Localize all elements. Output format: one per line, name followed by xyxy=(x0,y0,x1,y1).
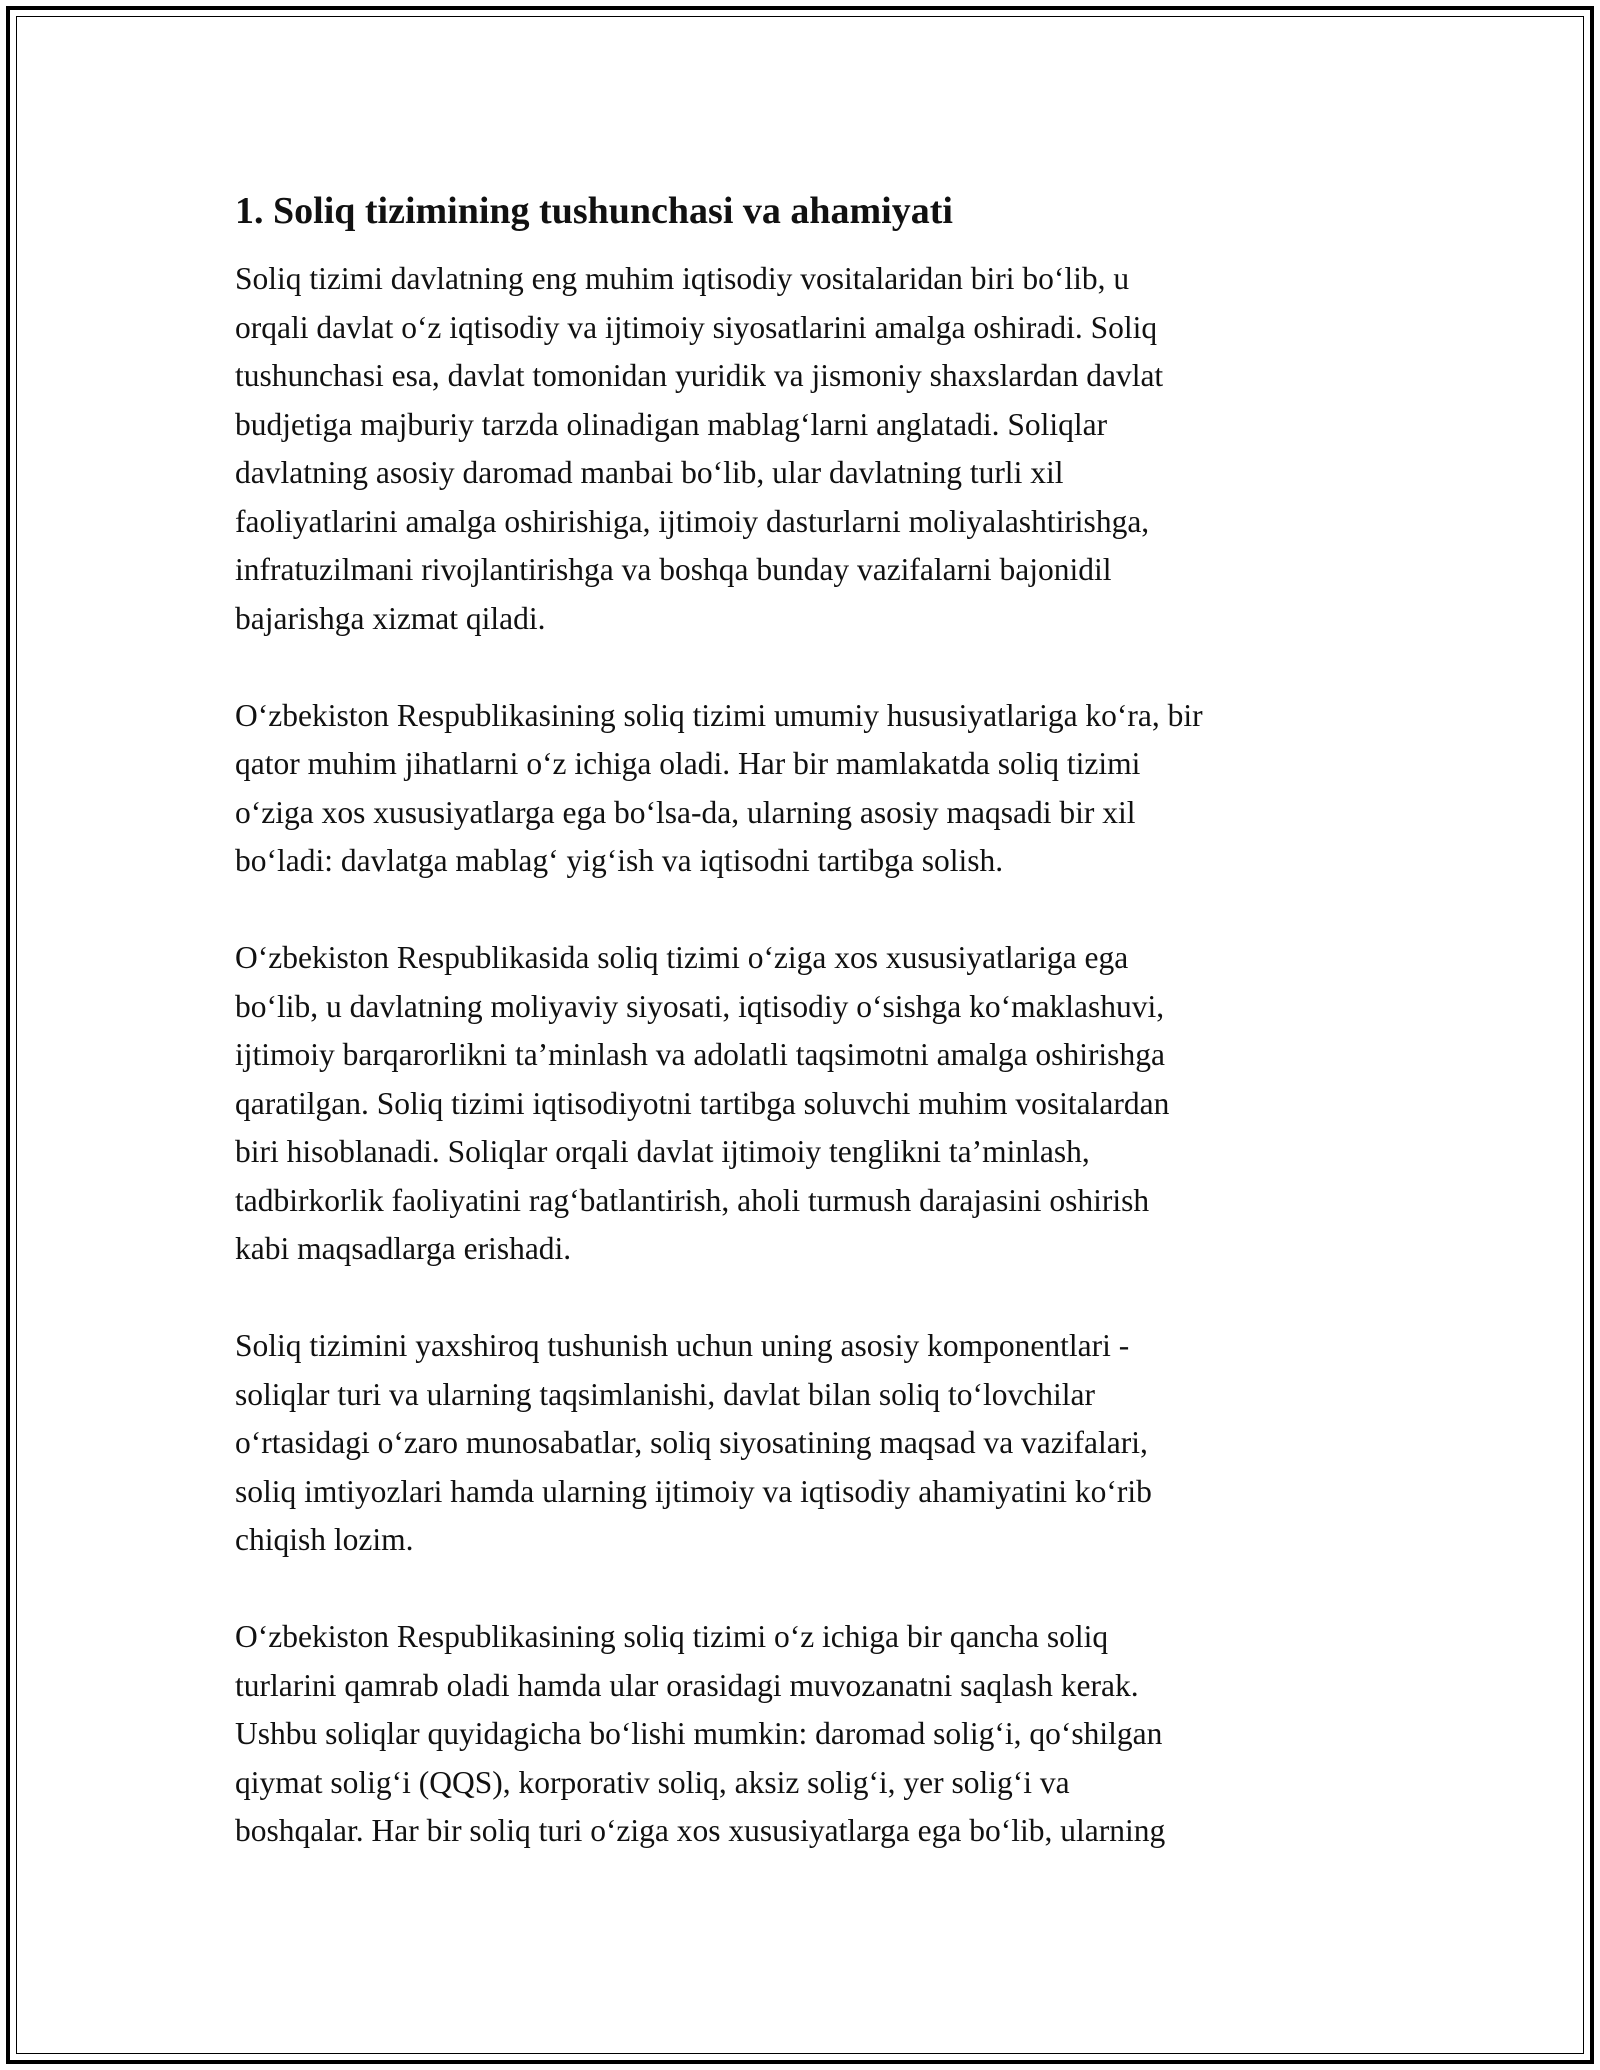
paragraph-line: turlarini qamrab oladi hamda ular orasidagi muvozanatni saqlash kerak. xyxy=(235,1667,1139,1703)
paragraph-line: faoliyatlarini amalga oshirishiga, ijtimoiy dasturlarni moliyalashtirishga, xyxy=(235,503,1150,539)
paragraph-line: tadbirkorlik faoliyatini rag‘batlantirish, aholi turmush darajasini oshirish xyxy=(235,1182,1150,1218)
paragraphs-container xyxy=(235,255,1370,1856)
paragraph-line: o‘rtasidagi o‘zaro munosabatlar, soliq siyosatining maqsad va vazifalari, xyxy=(235,1425,1148,1460)
paragraph-line: bo‘ladi: davlatga mablag‘ yig‘ish va iqtisodni tartibga solish. xyxy=(235,843,1004,878)
paragraph-line: Ushbu soliqlar quyidagicha bo‘lishi mumkin: daromad solig‘i, qo‘shilgan xyxy=(235,1716,1163,1751)
paragraph-line: O‘zbekiston Respublikasining soliq tizimi umumiy hususiyatlariga ko‘ra, bir xyxy=(235,697,1203,733)
paragraph-line: kabi maqsadlarga erishadi. xyxy=(235,1231,572,1266)
paragraph-line: qator muhim jihatlarni o‘z ichiga oladi. Har bir mamlakatda soliq tizimi xyxy=(235,746,1141,781)
paragraph-line: davlatning asosiy daromad manbai bo‘lib, ular davlatning turli xil xyxy=(235,455,1064,490)
paragraph-line: Soliq tizimini yaxshiroq tushunish uchun uning asosiy komponentlari - xyxy=(235,1328,1130,1363)
paragraph-line: biri hisoblanadi. Soliqlar orqali davlat ijtimoiy tenglikni ta’minlash, xyxy=(235,1134,1090,1169)
paragraph-line: infratuzilmani rivojlantirishga va boshqa bunday vazifalarni bajonidil xyxy=(235,552,1112,587)
paragraph-line: bo‘lib, u davlatning moliyaviy siyosati, iqtisodiy o‘sishga ko‘maklashuvi, xyxy=(235,988,1165,1024)
section-heading: 1. Soliq tizimining tushunchasi va ahamiyati xyxy=(235,190,953,232)
paragraph-line: bajarishga xizmat qiladi. xyxy=(235,600,546,636)
paragraph-line: ijtimoiy barqarorlikni ta’minlash va adolatli taqsimotni amalga oshirishga xyxy=(235,1037,1165,1072)
paragraph-3 xyxy=(235,934,1370,1274)
paragraph-line: O‘zbekiston Respublikasining soliq tizimi o‘z ichiga bir qancha soliq xyxy=(235,1619,1109,1654)
paragraph-line: Soliq tizimi davlatning eng muhim iqtisodiy vositalaridan biri bo‘lib, u xyxy=(235,261,1130,296)
paragraph-line: O‘zbekiston Respublikasida soliq tizimi o‘ziga xos xususiyatlariga ega xyxy=(235,940,1129,975)
document-body xyxy=(235,187,1370,1856)
paragraph-line: qiymat solig‘i (QQS), korporativ soliq, aksiz solig‘i, yer solig‘i va xyxy=(235,1764,1070,1800)
paragraph-line: soliqlar turi va ularning taqsimlanishi, davlat bilan soliq to‘lovchilar xyxy=(235,1376,1095,1412)
paragraph-line: soliq imtiyozlari hamda ularning ijtimoiy va iqtisodiy ahamiyatini ko‘rib xyxy=(235,1473,1152,1509)
paragraph-line: budjetiga majburiy tarzda olinadigan mablag‘larni anglatadi. Soliqlar xyxy=(235,406,1108,442)
paragraph-line: chiqish lozim. xyxy=(235,1522,414,1557)
paragraph-line: orqali davlat o‘z iqtisodiy va ijtimoiy siyosatlarini amalga oshiradi. Soliq xyxy=(235,309,1158,345)
paragraph-line: o‘ziga xos xususiyatlarga ega bo‘lsa-da, ularning asosiy maqsadi bir xil xyxy=(235,794,1136,830)
paragraph-4 xyxy=(235,1322,1370,1565)
paragraph-2 xyxy=(235,692,1370,886)
paragraph-5 xyxy=(235,1613,1370,1856)
paragraph-1 xyxy=(235,255,1370,643)
paragraph-line: qaratilgan. Soliq tizimi iqtisodiyotni tartibga soluvchi muhim vositalardan xyxy=(235,1085,1170,1121)
paragraph-line: boshqalar. Har bir soliq turi o‘ziga xos xususiyatlarga ega bo‘lib, ularning xyxy=(235,1813,1166,1848)
paragraph-line: tushunchasi esa, davlat tomonidan yuridik va jismoniy shaxslardan davlat xyxy=(235,358,1164,393)
